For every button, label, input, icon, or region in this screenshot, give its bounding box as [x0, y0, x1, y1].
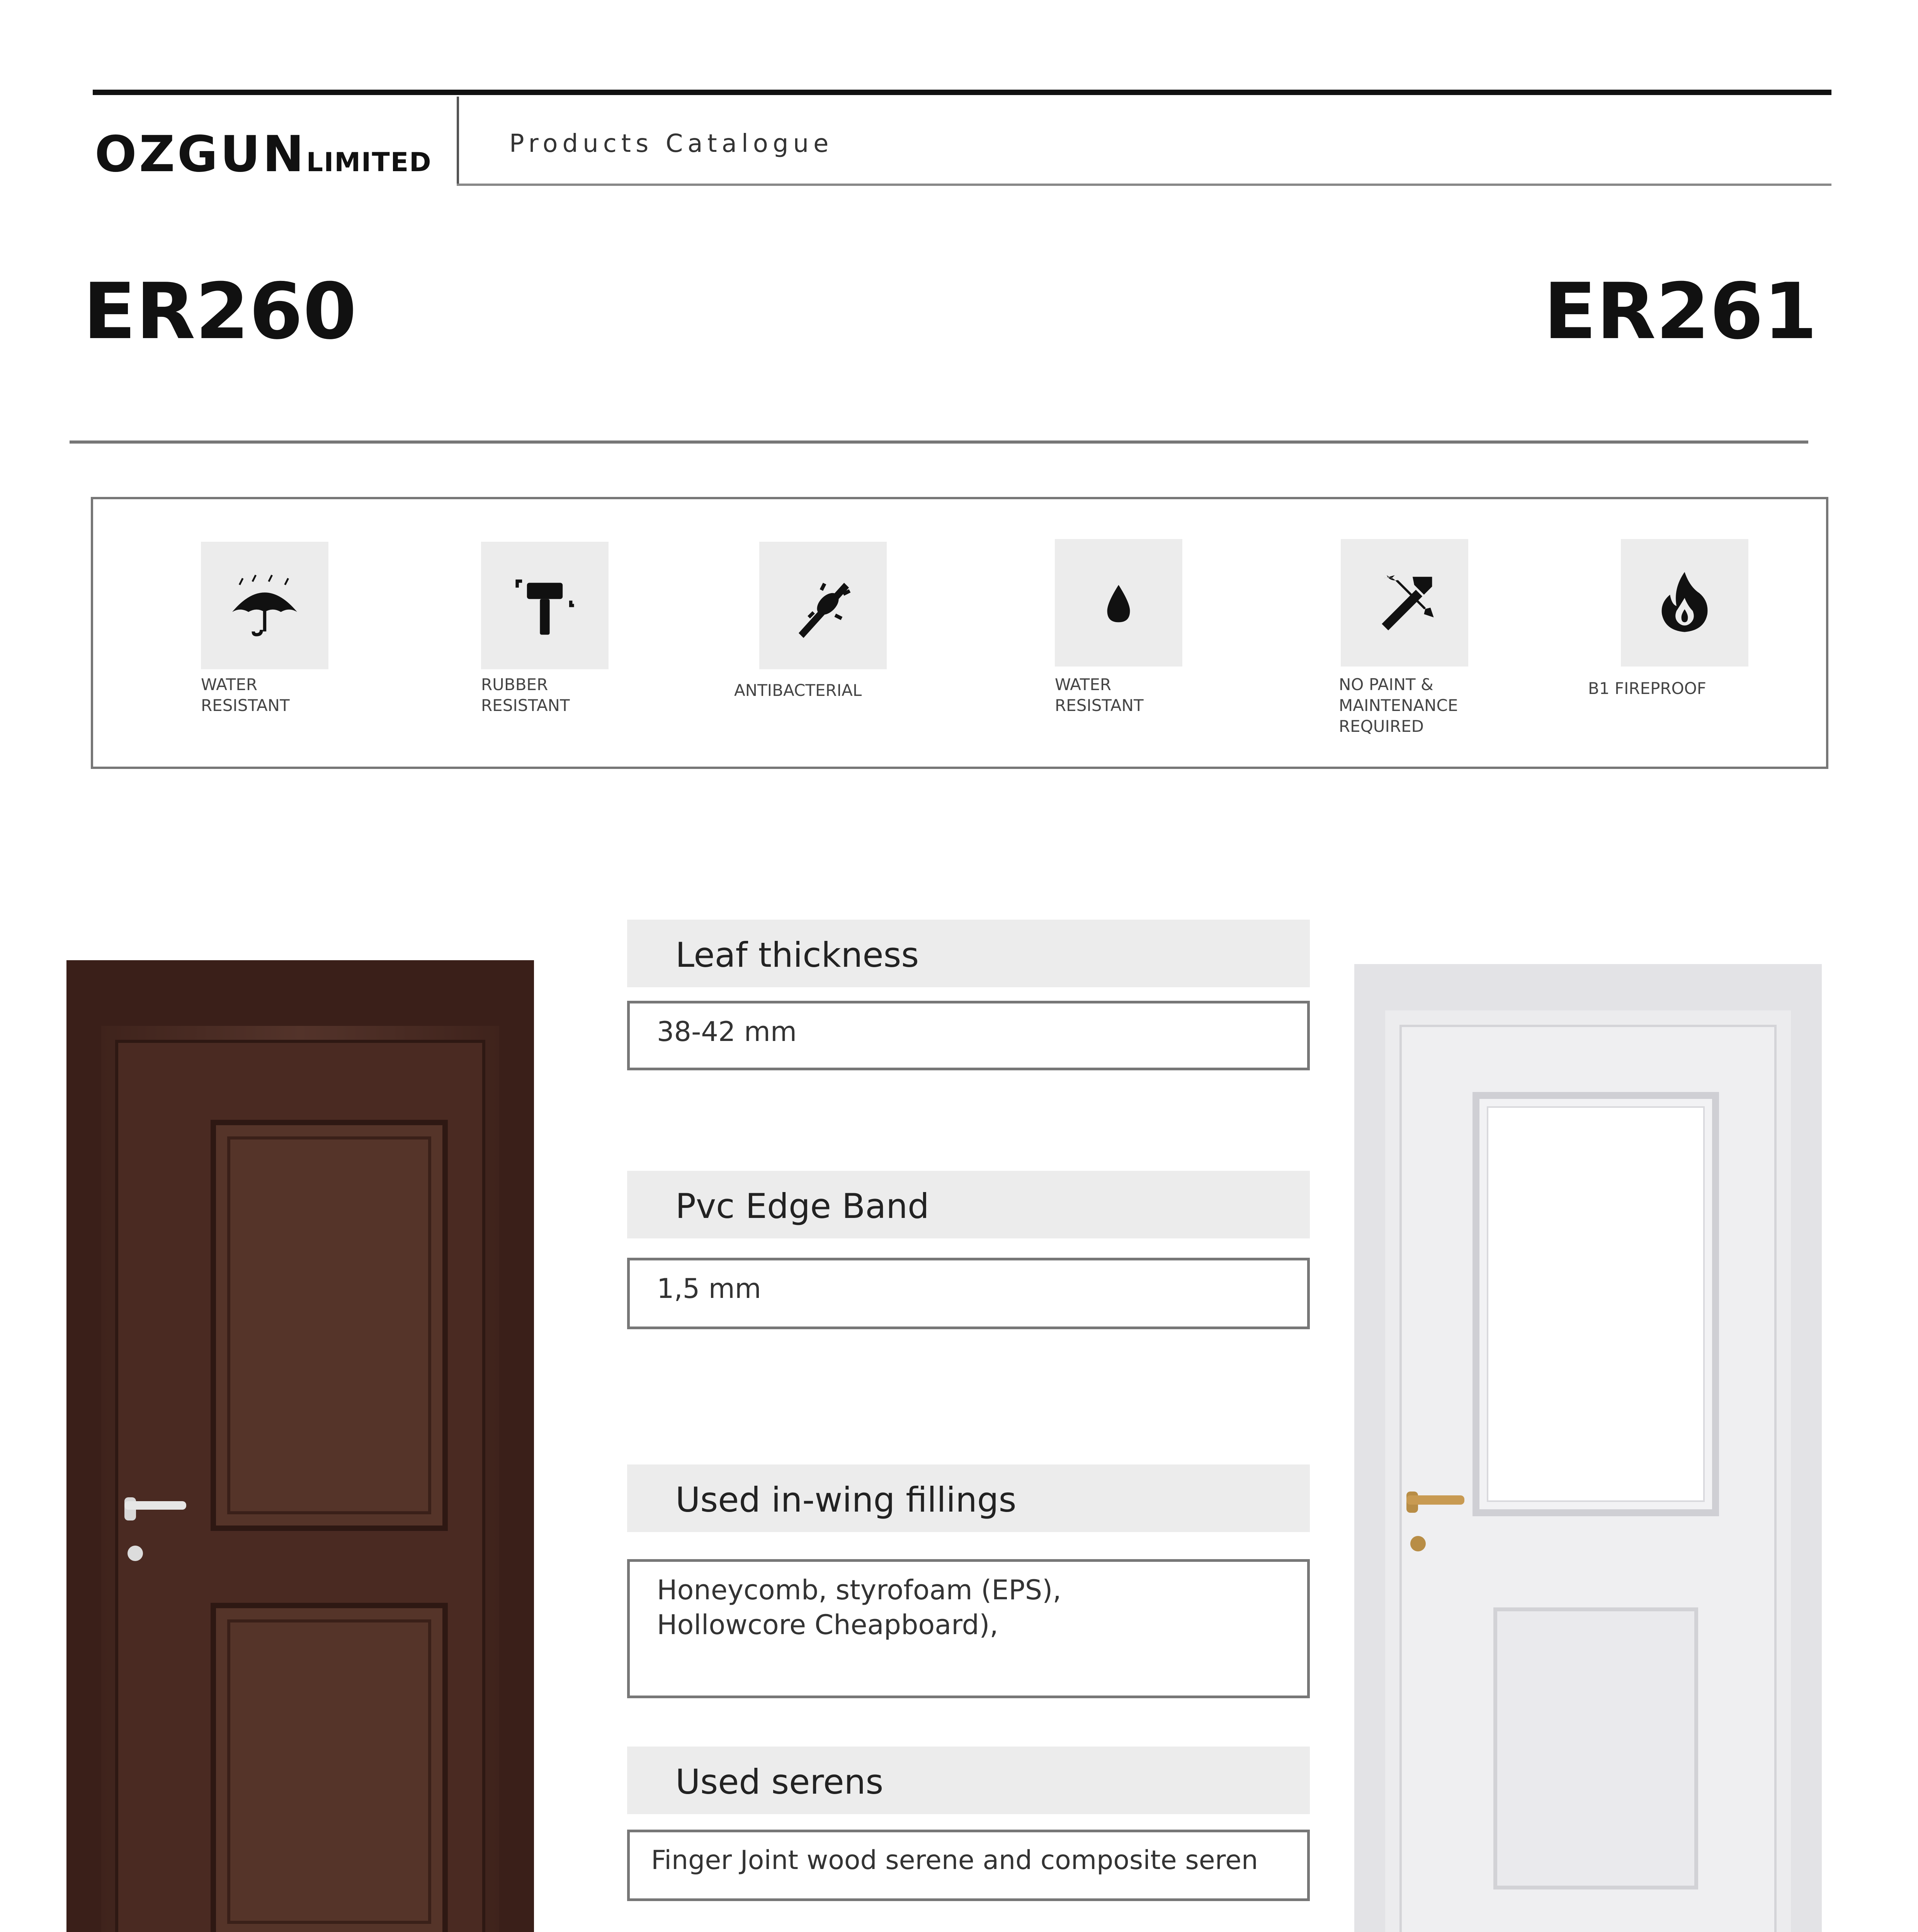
hammer-icon	[481, 542, 609, 669]
flame-icon	[1621, 539, 1748, 667]
spec-value-box-leaf-thickness	[627, 1001, 1310, 1070]
spec-heading-serens	[627, 1747, 1310, 1814]
door-image-er260	[66, 960, 534, 1932]
feature-label-6: B1 FIREPROOF	[1588, 679, 1706, 698]
feature-label-4: WATER RESISTANT	[1055, 675, 1144, 715]
spec-value: 38-42 mm	[657, 1016, 797, 1048]
spec-heading-fillings	[627, 1464, 1310, 1532]
spec-value-box-pvc-edge-band	[627, 1258, 1310, 1329]
feature-label-3: ANTIBACTERIAL	[734, 681, 862, 700]
model-code-right: ER261	[1544, 267, 1818, 357]
spec-value: Honeycomb, styrofoam (EPS), Hollowcore Cheapboard),	[657, 1574, 1061, 1641]
water-drop-icon	[1055, 539, 1182, 667]
spec-title: Used in-wing fillings	[675, 1480, 1017, 1520]
section-divider	[70, 440, 1808, 444]
spec-value-box-fillings	[627, 1559, 1310, 1698]
header-divider	[457, 97, 459, 184]
feature-label-2: RUBBER RESISTANT	[481, 675, 570, 715]
brand-main: OZGUN	[95, 126, 306, 183]
spec-value: Finger Joint wood serene and composite seren	[651, 1845, 1258, 1876]
header-bottom-rule	[457, 184, 1831, 186]
spec-heading-leaf-thickness	[627, 920, 1310, 987]
tools-crossed-icon	[1341, 539, 1468, 667]
brand-logo	[95, 126, 432, 183]
spec-value-box-serens	[627, 1830, 1310, 1901]
spec-title: Leaf thickness	[675, 935, 919, 975]
catalogue-title: Products Catalogue	[509, 129, 833, 158]
brand-suffix: LIMITED	[306, 147, 432, 178]
spec-title: Used serens	[675, 1762, 884, 1802]
header-top-rule	[93, 90, 1831, 95]
antibacterial-icon	[759, 542, 887, 669]
model-code-left: ER260	[83, 267, 357, 357]
umbrella-rain-icon	[201, 542, 328, 669]
spec-title: Pvc Edge Band	[675, 1186, 929, 1226]
door-image-er261	[1354, 964, 1822, 1932]
feature-label-5: NO PAINT & MAINTENANCE REQUIRED	[1339, 675, 1458, 736]
feature-label-1: WATER RESISTANT	[201, 675, 290, 715]
features-panel	[91, 497, 1828, 769]
spec-value: 1,5 mm	[657, 1273, 761, 1304]
spec-heading-pvc-edge-band	[627, 1171, 1310, 1238]
